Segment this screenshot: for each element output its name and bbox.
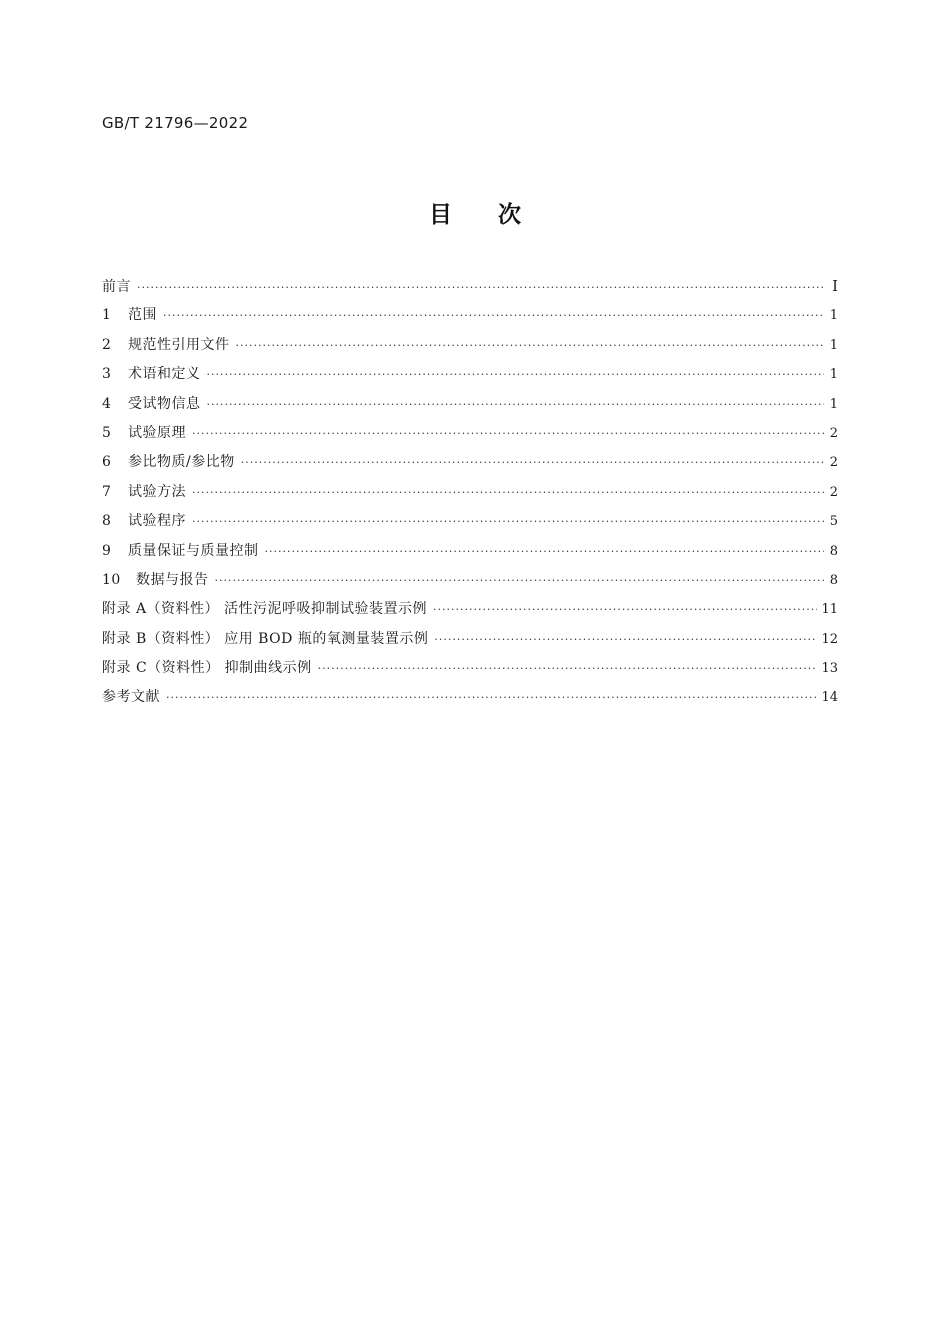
toc-entry-preface[interactable] [102,272,838,301]
toc-entry-label: 附录 C（资料性） 抑制曲线示例 [102,660,312,677]
toc-leader-dots [192,507,824,536]
table-of-contents [102,272,838,713]
toc-entry-page: 2 [829,484,838,500]
toc-entry-number: 1 [102,307,112,324]
toc-entry-label: 参比物质/参比物 [128,454,235,471]
toc-entry-2[interactable] [102,331,838,360]
toc-leader-dots [241,448,824,477]
toc-entry-8[interactable] [102,507,838,536]
toc-leader-dots [192,478,824,507]
toc-entry-label: 参考文献 [102,689,160,706]
toc-entry-label: 质量保证与质量控制 [128,542,259,559]
toc-entry-page: 1 [829,337,838,353]
toc-leader-dots [433,595,817,624]
toc-entry-page: 12 [821,631,838,647]
toc-entry-page: 11 [821,602,838,618]
toc-entry-number: 2 [102,336,112,353]
toc-entry-page: 13 [821,661,838,677]
toc-leader-dots [434,625,817,654]
toc-entry-label: 受试物信息 [128,395,201,412]
toc-leader-dots [215,566,825,595]
toc-entry-number: 4 [102,395,112,412]
toc-entry-label: 范围 [128,307,157,324]
toc-entry-page: Ⅰ [832,277,838,295]
toc-entry-references[interactable] [102,683,838,712]
toc-entry-label: 附录 B（资料性） 应用 BOD 瓶的氧测量装置示例 [102,630,429,647]
toc-entry-appendix-c[interactable] [102,654,838,683]
toc-entry-label: 试验程序 [128,513,186,530]
toc-title: 目次 [429,202,567,228]
toc-entry-number: 10 [102,571,121,588]
toc-entry-label: 数据与报告 [136,571,209,588]
toc-entry-page: 5 [829,514,838,530]
toc-leader-dots [166,683,817,712]
toc-leader-dots [236,331,825,360]
toc-entry-page: 1 [829,367,838,383]
toc-entry-5[interactable] [102,419,838,448]
toc-entry-label: 试验原理 [128,424,186,441]
standard-code: GB/T 21796—2022 [102,114,249,132]
toc-entry-appendix-b[interactable] [102,625,838,654]
toc-leader-dots [192,419,824,448]
toc-entry-7[interactable] [102,478,838,507]
toc-leader-dots [207,390,825,419]
toc-leader-dots [207,360,825,389]
toc-entry-page: 2 [829,425,838,441]
toc-entry-number: 8 [102,513,112,530]
toc-entry-6[interactable] [102,448,838,477]
toc-entry-page: 2 [829,455,838,471]
toc-entry-label: 试验方法 [128,483,186,500]
toc-entry-label: 规范性引用文件 [128,336,230,353]
toc-entry-9[interactable] [102,537,838,566]
toc-leader-dots [318,654,818,683]
toc-leader-dots [265,537,825,566]
toc-entry-number: 7 [102,483,112,500]
toc-entry-page: 1 [829,396,838,412]
toc-leader-dots [163,301,824,330]
toc-entry-label: 前言 [102,279,131,295]
toc-entry-page: 8 [829,543,838,559]
toc-entry-1[interactable] [102,301,838,330]
toc-entry-10[interactable] [102,566,838,595]
toc-entry-appendix-a[interactable] [102,595,838,624]
toc-entry-page: 8 [829,572,838,588]
toc-entry-3[interactable] [102,360,838,389]
toc-entry-label: 术语和定义 [128,366,201,383]
toc-entry-number: 5 [102,424,112,441]
toc-entry-label: 附录 A（资料性） 活性污泥呼吸抑制试验装置示例 [102,601,428,618]
toc-leader-dots [137,273,824,302]
toc-entry-number: 3 [102,366,112,383]
toc-entry-page: 1 [829,308,838,324]
toc-entry-number: 6 [102,454,112,471]
toc-entry-number: 9 [102,542,112,559]
toc-entry-4[interactable] [102,390,838,419]
toc-entry-page: 14 [821,690,838,706]
